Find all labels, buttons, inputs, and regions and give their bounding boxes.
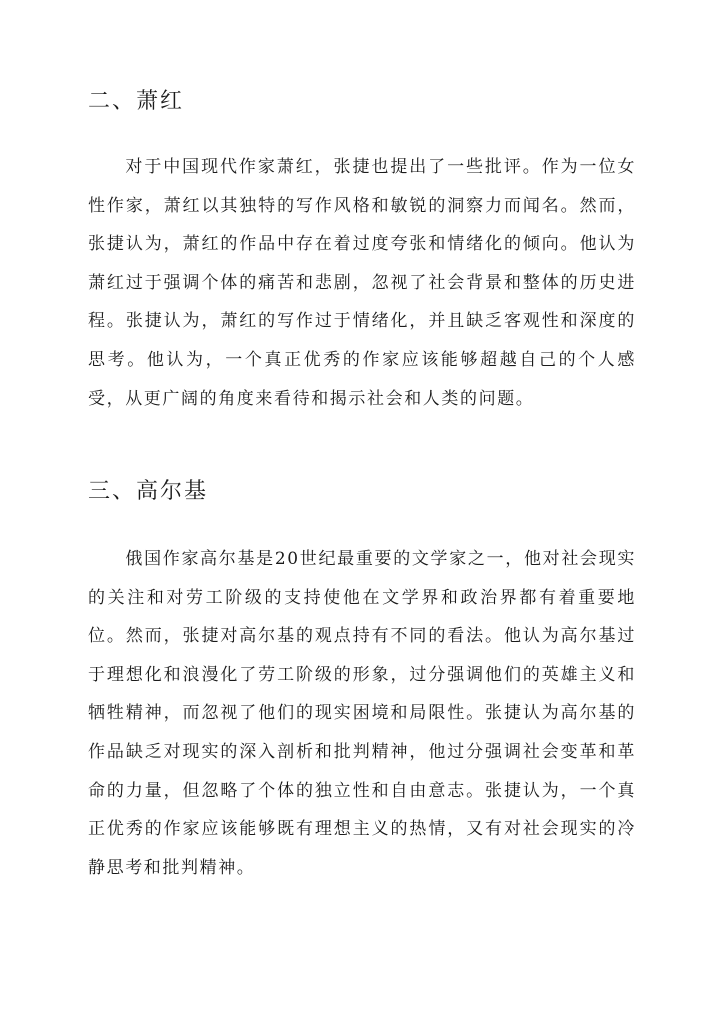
section-heading: 二、萧红 [88, 89, 185, 114]
section-heading: 三、高尔基 [88, 479, 209, 504]
section-xiao-hong [88, 84, 636, 418]
section-gorky [88, 474, 636, 887]
section-paragraph: 俄国作家高尔基是20世纪最重要的文学家之一，他对社会现实的关注和对劳工阶级的支持使他在文学界和政治界都有着重要地位。然而，张捷对高尔基的观点持有不同的看法。他认为高尔基过于理想化和浪漫化了劳工阶级的形象，过分强调他们的英雄主义和牺牲精神，而忽视了他们的现实困境和局限性。张捷认为高尔基的作品缺乏对现实的深入剖析和批判精神，他过分强调社会变革和革命的力量，但忽略了个体的独立性和自由意志。张捷认为，一个真正优秀的作家应该能够既有理想主义的热情，又有对社会现实的冷静思考和批判精神。 [88, 549, 636, 878]
section-paragraph: 对于中国现代作家萧红，张捷也提出了一些批评。作为一位女性作家，萧红以其独特的写作风格和敏锐的洞察力而闻名。然而，张捷认为，萧红的作品中存在着过度夸张和情绪化的倾向。他认为萧红过于强调个体的痛苦和悲剧，忽视了社会背景和整体的历史进程。张捷认为，萧红的写作过于情绪化，并且缺乏客观性和深度的思考。他认为，一个真正优秀的作家应该能够超越自己的个人感受，从更广阔的角度来看待和揭示社会和人类的问题。 [88, 157, 636, 409]
